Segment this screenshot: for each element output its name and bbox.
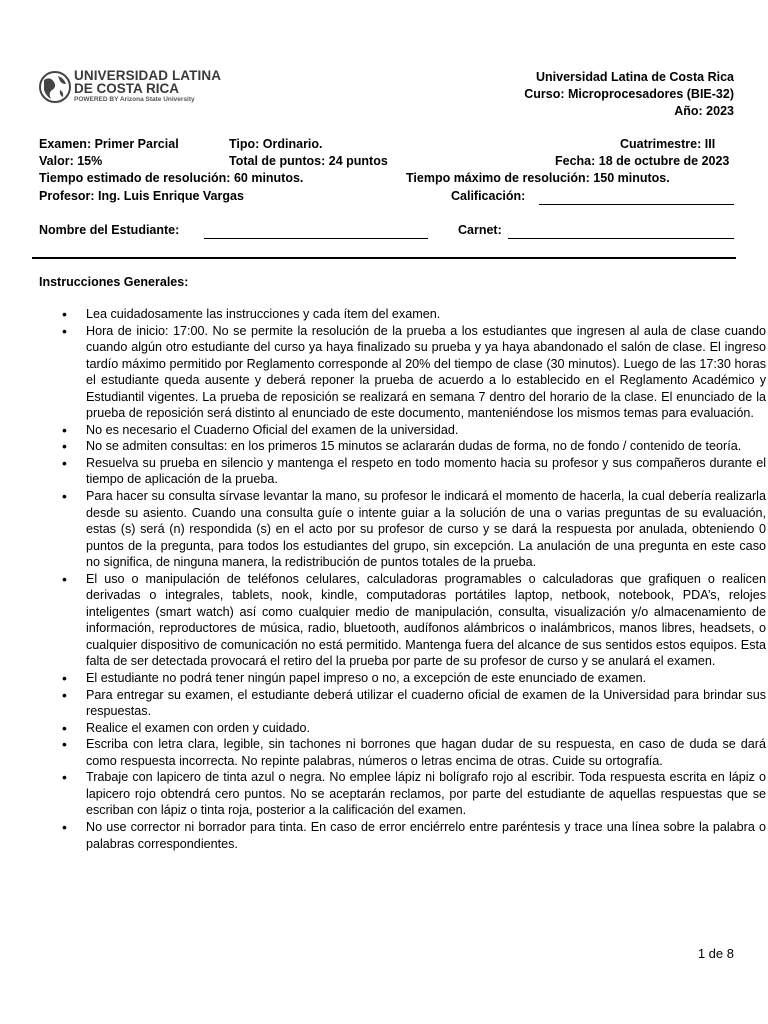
student-name-label: Nombre del Estudiante: [39, 223, 180, 237]
carnet-field[interactable] [508, 238, 734, 239]
logo-line-2: DE COSTA RICA [74, 81, 180, 96]
instruction-item: • El estudiante no podrá tener ningún papel impreso o no, a excepción de este enunciado de examen. [86, 670, 766, 687]
grade-field[interactable] [539, 204, 734, 205]
globe-icon [38, 68, 72, 108]
instruction-item: • No es necesario el Cuaderno Oficial del examen de la universidad. [86, 422, 766, 439]
university-logo [38, 68, 238, 110]
header-course: Curso: Microprocesadores (BIE-32) [524, 87, 734, 101]
logo-line-1: UNIVERSIDAD LATINA [74, 68, 222, 83]
instruction-item: • El uso o manipulación de teléfonos celulares, calculadoras programables o calculadoras que grafiquen o realicen derivadas o integrales, tablets, nook, kindle, computadoras portátiles laptop, netbook, notebook, PDA’s, relojes inteligentes (smart watch) así como cualquier medio de manipulación, consulta, visualización y/o almacenamiento de información, reproductores de música, radio, bluetooth, audífonos alámbricos o inalámbricos, manos libres, headsets, o cualquier dispositivo de comunicación no está permitido. Mantenga fuera del alcance de sus sentidos estos equipos. Esta falta de ser detectada provocará el retiro del la prueba por parte de su profesor de curso y se anulará el examen. [86, 571, 766, 670]
estimated-time: Tiempo estimado de resolución: 60 minutos. [39, 171, 304, 185]
logo-line-3: POWERED BY Arizona State University [74, 96, 195, 103]
instruction-item: • No use corrector ni borrador para tinta. En caso de error enciérrelo entre paréntesis y trace una línea sobre la palabra o palabras correspondientes. [86, 819, 766, 852]
instruction-item: • Escriba con letra clara, legible, sin tachones ni borrones que hagan dudar de su respuesta, en caso de duda se dará como respuesta incorrecta. No repinte palabras, números o letras encima de otras. Cuide su ortografía. [86, 736, 766, 769]
instruction-item: • Lea cuidadosamente las instrucciones y cada ítem del examen. [86, 306, 766, 323]
professor: Profesor: Ing. Luis Enrique Vargas [39, 189, 244, 203]
instructions-title: Instrucciones Generales: [39, 275, 189, 289]
instructions-list [56, 306, 766, 852]
grade-label: Calificación: [451, 189, 526, 203]
carnet-label: Carnet: [458, 223, 502, 237]
instruction-item: • Trabaje con lapicero de tinta azul o negra. No emplee lápiz ni bolígrafo rojo al escribir. Toda respuesta escrita en lápiz o lapicero rojo obtendrá cero puntos. No se aceptarán reclamos, por parte del estudiante de aquellas respuestas que se escriban con lápiz o tinta roja, posterior a la calificación del examen. [86, 769, 766, 819]
instruction-item: • No se admiten consultas: en los primeros 15 minutos se aclararán dudas de forma, no de fondo / contenido de teoría. [86, 438, 766, 455]
exam-term: Cuatrimestre: III [620, 137, 716, 151]
header-university: Universidad Latina de Costa Rica [536, 70, 734, 84]
instruction-item: • Realice el examen con orden y cuidado. [86, 720, 766, 737]
student-name-field[interactable] [204, 238, 428, 239]
max-time: Tiempo máximo de resolución: 150 minutos. [406, 171, 670, 185]
exam-value: Valor: 15% [39, 154, 103, 168]
exam-total-points: Total de puntos: 24 puntos [229, 154, 388, 168]
header-divider [32, 257, 736, 259]
exam-type: Tipo: Ordinario. [229, 137, 323, 151]
page-number: 1 de 8 [697, 946, 734, 961]
instruction-item: • Hora de inicio: 17:00. No se permite la resolución de la prueba a los estudiantes que ingresen al aula de clase cuando cuando algún otro estudiante del curso ya haya finalizado su prueba y ya haya abandonado el salón de clase. El ingreso tardío máximo permitido por Reglamento corresponde al 20% del tiempo de clase (30 minutos). Luego de las 17:30 horas el estudiante queda ausente y deberá reponer la prueba de acuerdo a lo establecido en el Reglamento Académico y Estudiantil vigentes. La prueba de reposición se realizará en semana 7 dentro del horario de la clase. El enunciado de la prueba de reposición será distinto al enunciado de este documento, manteniéndose los mismos temas para evaluación. [86, 323, 766, 422]
instruction-item: • Para hacer su consulta sírvase levantar la mano, su profesor le indicará el momento de hacerla, la cual debería realizarla desde su asiento. Cuando una consulta guíe o intente guiar a la solución de una o varias preguntas de su evaluación, estas (s) será (n) respondida (s) en el acto por su profesor de curso y se dará la respuesta por anulada, obteniendo 0 puntos de la pregunta, para todos los estudiantes del grupo, sin excepción. La anulación de una pregunta en este caso no significa, de ninguna manera, la redistribución de puntos totales de la prueba. [86, 488, 766, 571]
instruction-item: • Resuelva su prueba en silencio y mantenga el respeto en todo momento hacia su profesor y sus compañeros durante el tiempo de aplicación de la prueba. [86, 455, 766, 488]
header-year: Año: 2023 [674, 104, 734, 118]
instruction-item: • Para entregar su examen, el estudiante deberá utilizar el cuaderno oficial de examen de la Universidad para brindar sus respuestas. [86, 687, 766, 720]
exam-date: Fecha: 18 de octubre de 2023 [555, 154, 730, 168]
exam-name: Examen: Primer Parcial [39, 137, 179, 151]
